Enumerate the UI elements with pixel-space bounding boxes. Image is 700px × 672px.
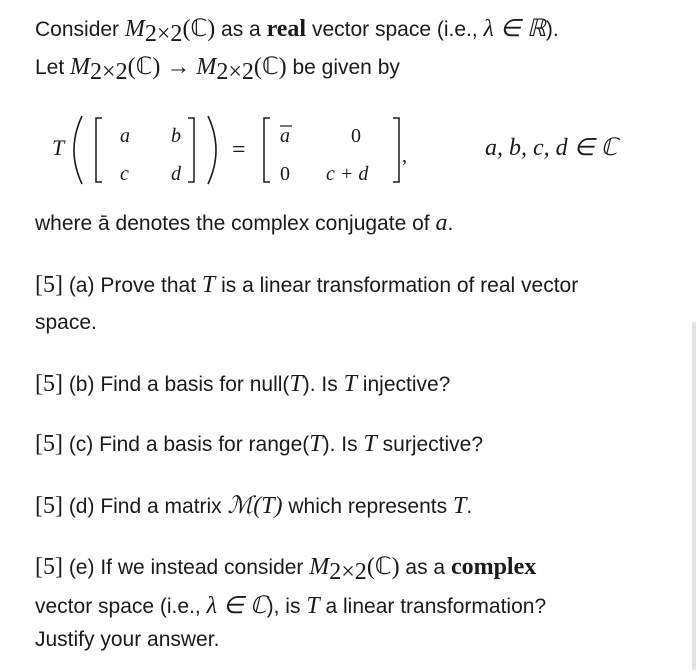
eq-cpd: c + d	[326, 163, 369, 185]
text: Justify your answer.	[35, 628, 220, 651]
text: Let	[35, 56, 71, 79]
right-bracket-1	[188, 118, 194, 182]
text: which represents	[282, 495, 453, 518]
math-c: (ℂ)	[366, 554, 400, 580]
math-T: T	[306, 593, 320, 619]
eq-a: a	[120, 125, 130, 147]
math-m: M	[309, 554, 330, 580]
text: Consider	[35, 18, 125, 41]
text: .	[466, 495, 473, 518]
text: where	[35, 212, 99, 235]
where-line	[35, 210, 453, 237]
text: be given by	[286, 56, 400, 79]
text: vector space (i.e.,	[35, 595, 207, 618]
scrollbar[interactable]	[692, 322, 696, 670]
math-sub: 2×2	[90, 59, 128, 86]
right-bracket-2	[393, 118, 399, 182]
text: as a	[215, 18, 267, 41]
points-mark: [5]	[35, 554, 63, 580]
math-T: T	[363, 431, 377, 457]
math-lambda: λ ∈ ℝ	[483, 16, 546, 42]
eq-zero-2: 0	[280, 163, 290, 185]
bold-real: real	[266, 16, 307, 42]
text: ), is	[266, 595, 307, 618]
math-a: a	[435, 210, 448, 236]
intro-line-2	[35, 52, 400, 86]
math-T: T	[452, 493, 467, 519]
math-m: M	[124, 16, 145, 42]
part-c	[35, 431, 483, 458]
text: .	[447, 212, 454, 235]
part-a-continued	[35, 311, 97, 335]
eq-domain: a, b, c, d ∈ ℂ	[485, 135, 618, 161]
text: a linear transformation?	[319, 595, 547, 618]
math-MT: ℳ(T)	[227, 493, 283, 519]
points-mark: [5]	[35, 493, 63, 519]
points-mark: [5]	[35, 371, 63, 397]
math-T: T	[343, 371, 357, 397]
eq-d: d	[171, 163, 181, 185]
math-m: M	[70, 54, 91, 80]
math-T: T	[201, 272, 216, 298]
math-sub: 2×2	[144, 21, 183, 48]
math-abar: ā	[98, 212, 110, 235]
eq-T: T	[52, 135, 65, 160]
math-c: (ℂ)	[127, 54, 161, 80]
eq-abar: a	[280, 125, 290, 147]
text: is a linear transformation of real vector	[215, 274, 579, 297]
text: space.	[35, 311, 97, 334]
math-c: (ℂ)	[182, 16, 216, 42]
text: ). Is	[302, 373, 344, 396]
math-sub: 2×2	[216, 59, 254, 86]
math-T: T	[309, 431, 323, 457]
text: (b) Find a basis for null(	[62, 373, 290, 396]
eq-c: c	[120, 163, 129, 185]
math-lambda: λ ∈ ℂ	[206, 593, 267, 619]
right-paren	[208, 116, 216, 184]
part-a	[35, 272, 578, 299]
text: ). Is	[322, 433, 364, 456]
bold-complex: complex	[450, 554, 537, 580]
arrow: →	[160, 54, 197, 80]
part-b	[35, 371, 450, 398]
text: ).	[545, 18, 559, 41]
intro-line-1	[35, 14, 559, 48]
eq-comma: ,	[402, 145, 407, 167]
left-bracket-2	[264, 118, 270, 182]
transformation-equation	[0, 100, 700, 200]
points-mark: [5]	[35, 431, 63, 457]
eq-b: b	[171, 125, 181, 147]
text: (c) Find a basis for range(	[62, 433, 310, 456]
math-m: M	[196, 54, 217, 80]
eq-equals: =	[232, 137, 246, 163]
text: (e) If we instead consider	[62, 556, 310, 579]
left-paren	[74, 116, 82, 184]
text: (d) Find a matrix	[62, 495, 228, 518]
eq-zero-1: 0	[351, 125, 361, 147]
text: vector space (i.e.,	[306, 18, 484, 41]
part-d	[35, 491, 472, 520]
text: (a) Prove that	[62, 274, 202, 297]
text: as a	[399, 556, 451, 579]
text: injective?	[356, 373, 451, 396]
part-e-continued-2	[35, 628, 219, 652]
points-mark: [5]	[35, 272, 63, 298]
part-e	[35, 552, 536, 586]
math-c: (ℂ)	[253, 54, 287, 80]
math-sub: 2×2	[329, 559, 367, 586]
text: denotes the complex conjugate of	[109, 212, 436, 235]
text: surjective?	[376, 433, 484, 456]
math-T: T	[289, 371, 303, 397]
part-e-continued-1	[35, 591, 546, 620]
left-bracket-1	[96, 118, 102, 182]
